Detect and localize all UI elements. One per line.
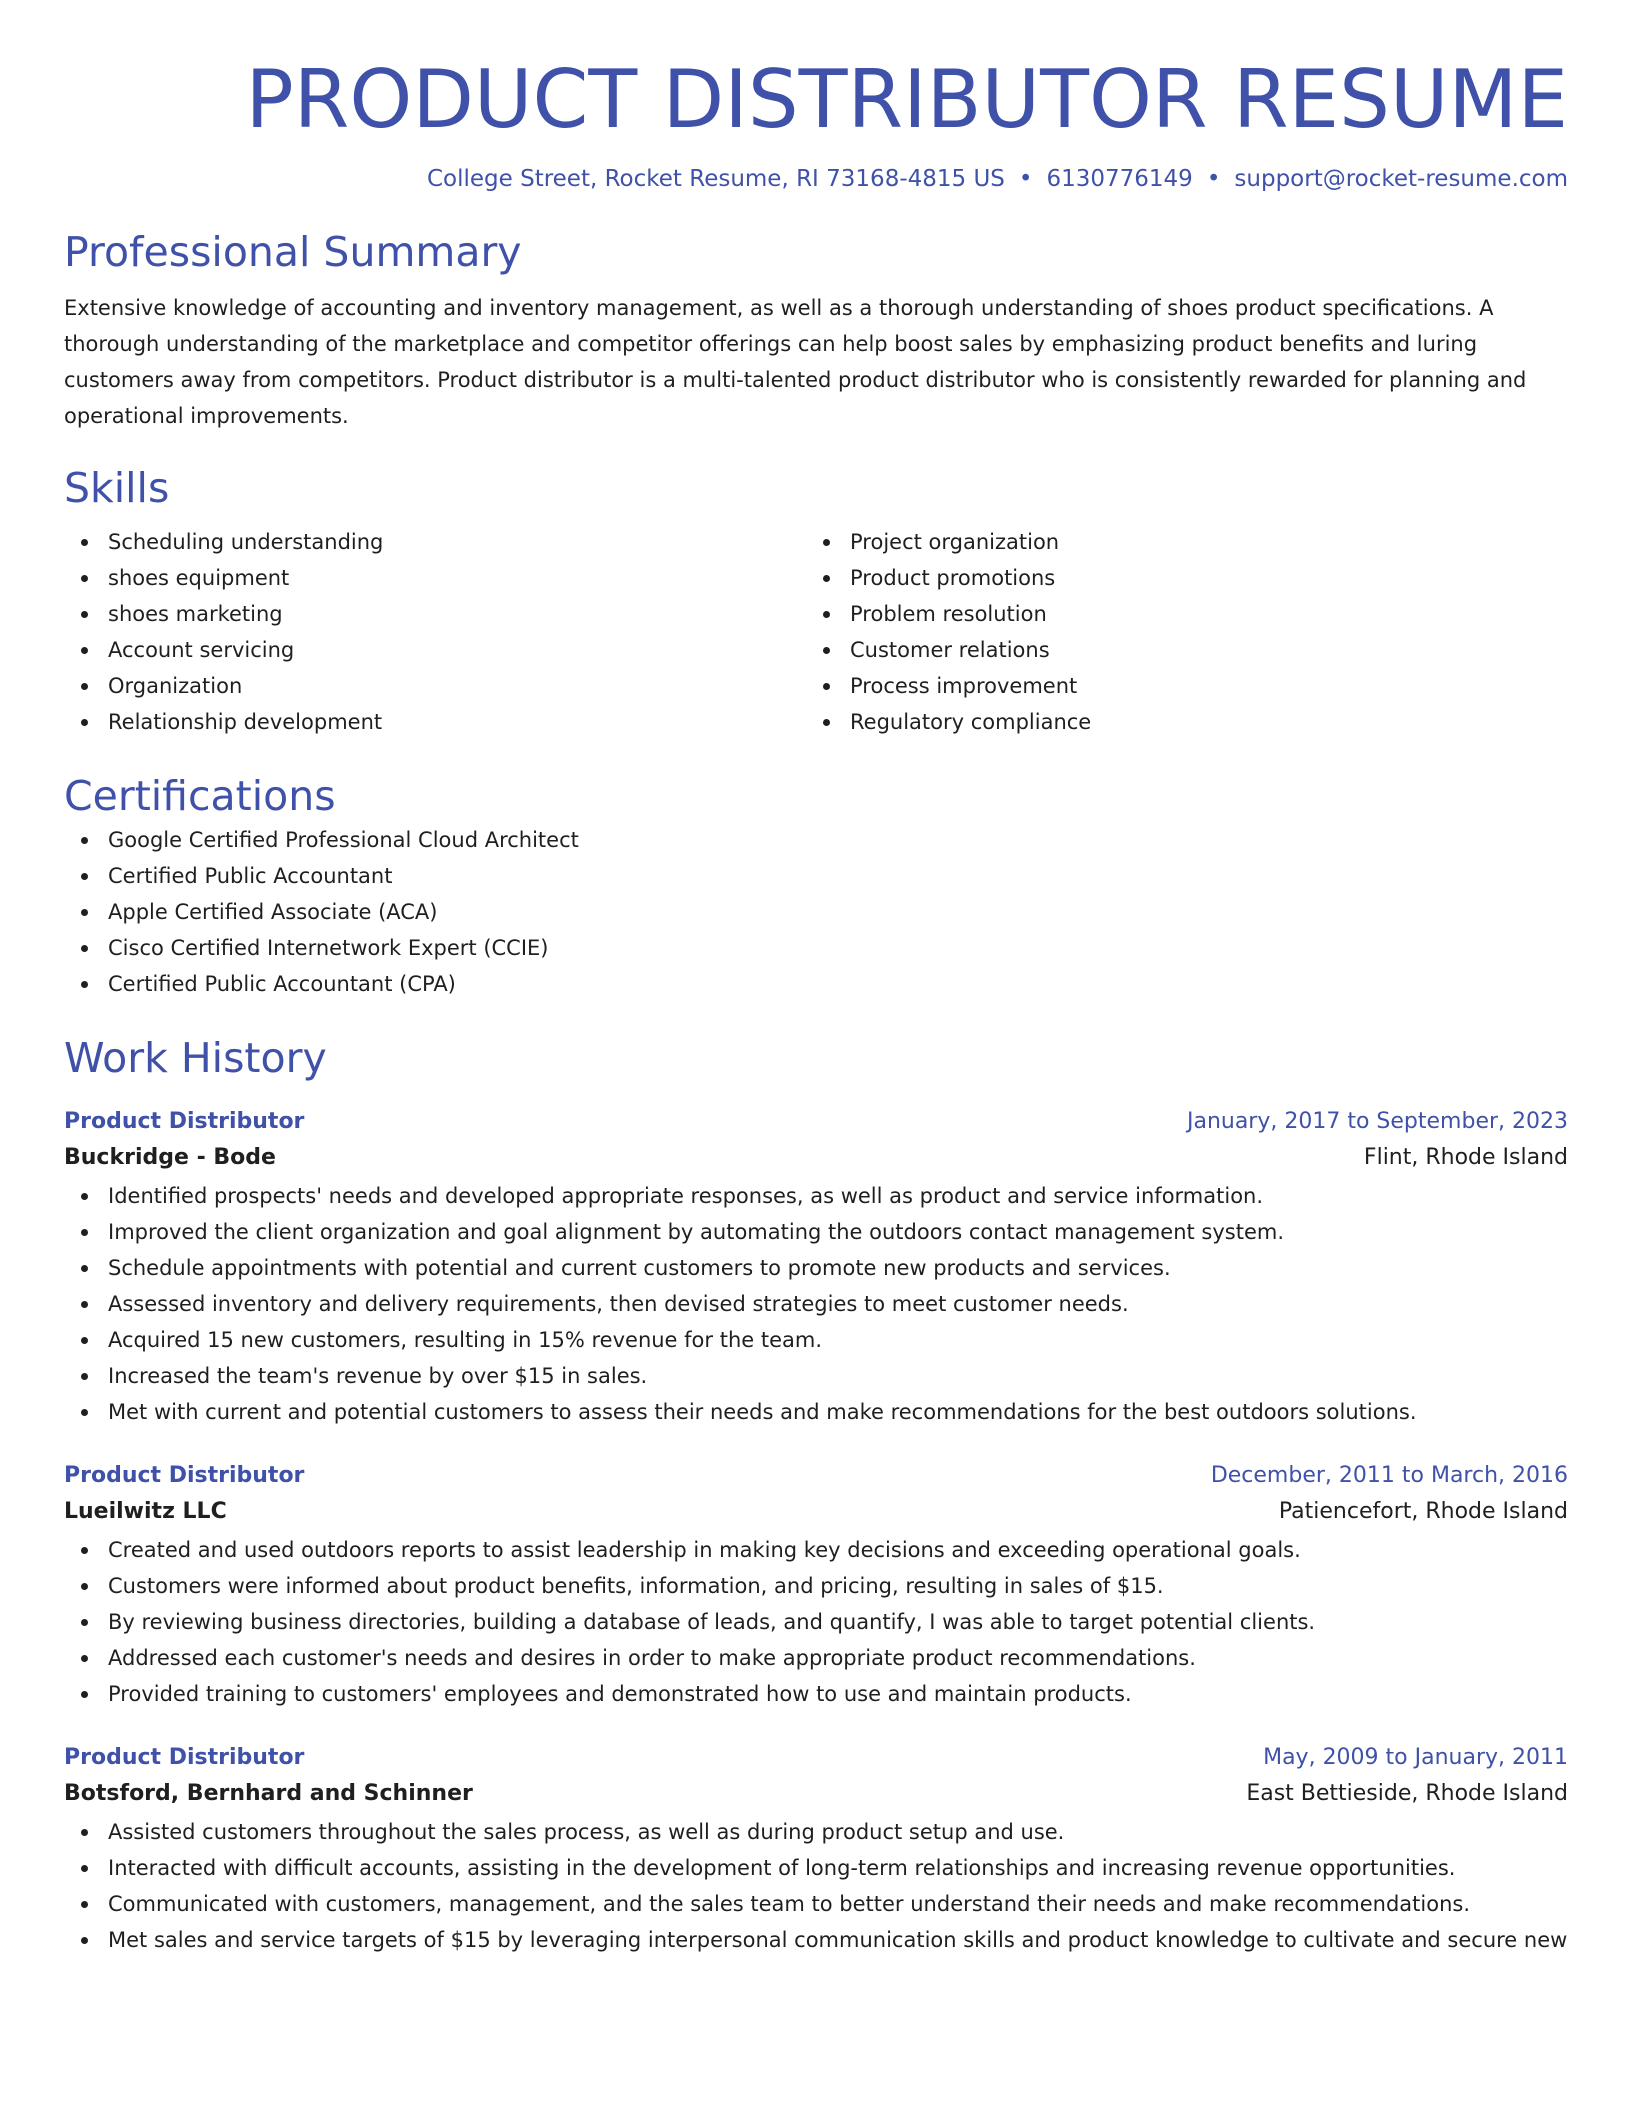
job-bullet: Met sales and service targets of $15 by leveraging interpersonal communication skills and product knowledge to cultivate and secure new xyxy=(64,1922,1568,1958)
work-history-section xyxy=(64,1032,1568,1958)
job-location: Flint, Rhode Island xyxy=(1363,1145,1568,1170)
certification-item: Google Certified Professional Cloud Architect xyxy=(64,822,1568,858)
job-bullet-list xyxy=(64,1814,1568,1958)
certifications-section xyxy=(64,770,1568,1002)
job-bullet: Assessed inventory and delivery requirements, then devised strategies to meet customer needs. xyxy=(64,1286,1568,1322)
job-company: Botsford, Bernhard and Schinner xyxy=(64,1781,473,1806)
job-title: Product Distributor xyxy=(64,1109,305,1134)
resume-title: PRODUCT DISTRIBUTOR RESUME xyxy=(245,53,1568,146)
certifications-list xyxy=(64,822,1568,1002)
skills-section xyxy=(64,462,1568,740)
contact-separator: • xyxy=(1018,166,1033,192)
skill-item: shoes marketing xyxy=(64,596,806,632)
skill-item: Relationship development xyxy=(64,704,806,740)
skills-grid xyxy=(64,524,1568,740)
job-bullet: Acquired 15 new customers, resulting in 15% revenue for the team. xyxy=(64,1322,1568,1358)
job-bullet: Met with current and potential customers to assess their needs and make recommendations for the best outdoors solutions. xyxy=(64,1394,1568,1430)
job-bullet: Improved the client organization and goal alignment by automating the outdoors contact management system. xyxy=(64,1214,1568,1250)
job-bullet-list xyxy=(64,1532,1568,1712)
skill-item: Product promotions xyxy=(806,560,1548,596)
skill-item: Scheduling understanding xyxy=(64,524,806,560)
job-bullet: Created and used outdoors reports to assist leadership in making key decisions and exceeding operational goals. xyxy=(64,1532,1568,1568)
skill-item: Customer relations xyxy=(806,632,1548,668)
job-entry xyxy=(64,1106,1568,1430)
job-dates: January, 2017 to September, 2023 xyxy=(1186,1109,1568,1134)
job-bullet: Identified prospects' needs and developed appropriate responses, as well as product and service information. xyxy=(64,1178,1568,1214)
job-dates: May, 2009 to January, 2011 xyxy=(1263,1745,1568,1770)
certification-item: Certified Public Accountant (CPA) xyxy=(64,966,1568,1002)
job-title: Product Distributor xyxy=(64,1745,305,1770)
job-title-row xyxy=(64,1106,1568,1138)
job-bullet: Assisted customers throughout the sales process, as well as during product setup and use. xyxy=(64,1814,1568,1850)
job-bullet: Provided training to customers' employees and demonstrated how to use and maintain products. xyxy=(64,1676,1568,1712)
job-title: Product Distributor xyxy=(64,1463,305,1488)
job-bullet-list xyxy=(64,1178,1568,1430)
summary-heading: Professional Summary xyxy=(64,228,522,276)
job-company: Lueilwitz LLC xyxy=(64,1499,227,1524)
job-location: Patiencefort, Rhode Island xyxy=(1278,1499,1568,1524)
certification-item: Apple Certified Associate (ACA) xyxy=(64,894,1568,930)
summary-section xyxy=(64,226,1568,434)
resume-header xyxy=(64,53,1568,196)
certification-item: Certified Public Accountant xyxy=(64,858,1568,894)
skill-item: Problem resolution xyxy=(806,596,1548,632)
certifications-heading: Certifications xyxy=(64,772,336,820)
skills-list-right xyxy=(806,524,1548,740)
skill-item: Process improvement xyxy=(806,668,1548,704)
skill-item: shoes equipment xyxy=(64,560,806,596)
contact-separator: • xyxy=(1206,166,1221,192)
skill-item: Organization xyxy=(64,668,806,704)
job-bullet: Customers were informed about product benefits, information, and pricing, resulting in sales of $15. xyxy=(64,1568,1568,1604)
job-location: East Bettieside, Rhode Island xyxy=(1246,1781,1568,1806)
skill-item: Project organization xyxy=(806,524,1548,560)
contact-email: support@rocket-resume.com xyxy=(1234,166,1568,192)
contact-address: College Street, Rocket Resume, RI 73168-4815 US xyxy=(426,166,1005,192)
job-bullet: Interacted with difficult accounts, assisting in the development of long-term relationships and increasing revenue opportunities. xyxy=(64,1850,1568,1886)
job-company-row xyxy=(64,1138,1568,1178)
skill-item: Account servicing xyxy=(64,632,806,668)
job-title-row xyxy=(64,1460,1568,1492)
job-entry xyxy=(64,1742,1568,1958)
contact-phone: 6130776149 xyxy=(1046,166,1193,192)
skills-list-left xyxy=(64,524,806,740)
contact-line xyxy=(64,162,1568,196)
job-title-row xyxy=(64,1742,1568,1774)
certification-item: Cisco Certified Internetwork Expert (CCIE) xyxy=(64,930,1568,966)
job-bullet: Increased the team's revenue by over $15 in sales. xyxy=(64,1358,1568,1394)
job-bullet: Schedule appointments with potential and current customers to promote new products and services. xyxy=(64,1250,1568,1286)
job-dates: December, 2011 to March, 2016 xyxy=(1210,1463,1568,1488)
skills-column-left xyxy=(64,524,806,740)
work-history-heading: Work History xyxy=(64,1034,327,1082)
job-entry xyxy=(64,1460,1568,1712)
job-bullet: By reviewing business directories, building a database of leads, and quantify, I was able to target potential clients. xyxy=(64,1604,1568,1640)
job-company-row xyxy=(64,1492,1568,1532)
job-company-row xyxy=(64,1774,1568,1814)
skills-heading: Skills xyxy=(64,464,170,512)
job-company: Buckridge - Bode xyxy=(64,1145,276,1170)
skills-column-right xyxy=(806,524,1548,740)
job-bullet: Addressed each customer's needs and desires in order to make appropriate product recommendations. xyxy=(64,1640,1568,1676)
skill-item: Regulatory compliance xyxy=(806,704,1548,740)
summary-text: Extensive knowledge of accounting and inventory management, as well as a thorough understanding of shoes product specifications. A thorough understanding of the marketplace and competitor offerings can help boost sales by emphasizing product benefits and luring customers away from competitors. Product distributor is a multi-talented product distributor who is consistently rewarded for planning and operational improvements. xyxy=(64,296,1527,428)
job-bullet: Communicated with customers, management, and the sales team to better understand their needs and make recommendations. xyxy=(64,1886,1568,1922)
